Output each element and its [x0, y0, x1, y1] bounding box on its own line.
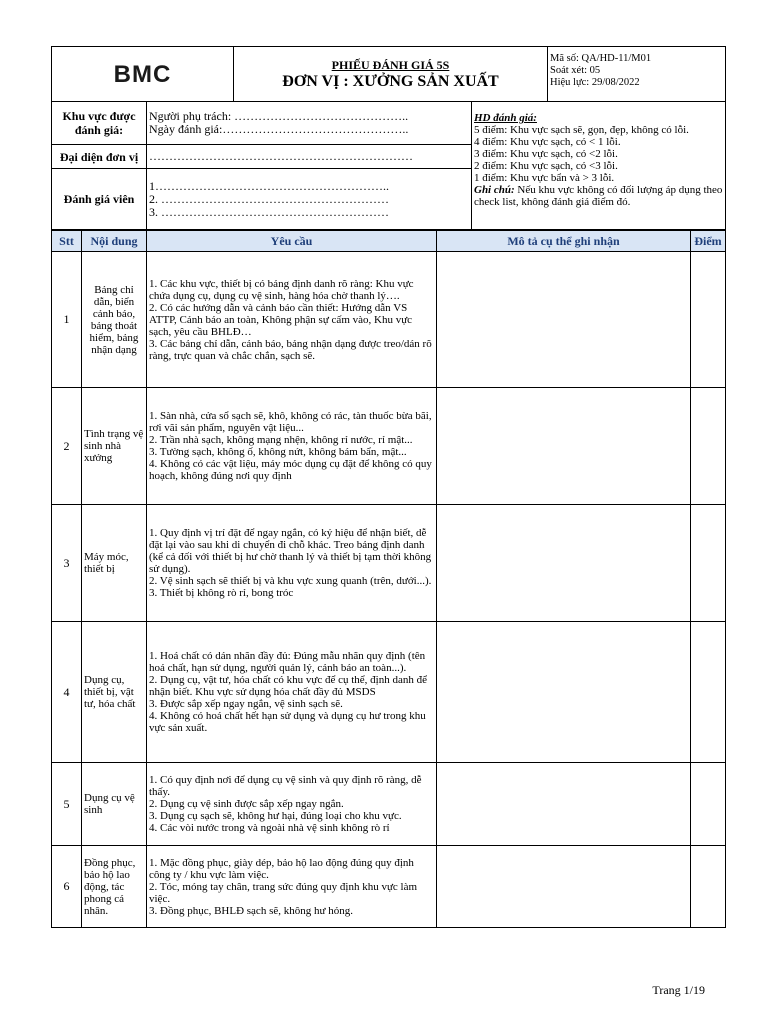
requirement-item: 1. Có quy định nơi để dụng cụ vệ sinh và quy định rõ ràng, dễ thấy. [149, 774, 422, 798]
row-topic: Máy móc, thiết bị [82, 505, 147, 622]
table-row [52, 388, 726, 505]
requirement-item: 1. Quy định vị trí đặt để ngay ngắn, có ký hiệu để nhận biết, dễ đặt lại vào sau khi di chuyển đi chỗ khác. Treo bảng định danh (kể cả đối với thiết bị hư chờ thanh lý và thiết bị tạm thời không sử dụng). [149, 527, 432, 575]
row-score-cell[interactable] [691, 622, 726, 763]
row-score-cell[interactable] [691, 388, 726, 505]
assessor-line-2[interactable]: 2. ………………………………………………… [149, 191, 389, 206]
note-text: Nếu khu vực không có đối lượng áp dụng theo check list, không đánh giá điểm đó. [474, 184, 723, 208]
row-topic: Bảng chỉ dẫn, biển cảnh báo, bảng thoát hiểm, bảng nhận dạng [82, 252, 147, 388]
row-requirements [147, 505, 437, 622]
requirement-item: 3. Tường sạch, không ố, không nứt, không bám bẩn, mật... [149, 446, 407, 458]
requirement-item: 3. Dụng cụ sạch sẽ, không hư hại, đúng loại cho khu vực. [149, 810, 402, 822]
requirement-item: 3. Các bảng chỉ dẫn, cảnh báo, bảng nhận dạng được treo/dán rõ ràng, trực quan và chắc chắn, sạch sẽ. [149, 337, 432, 362]
table-row [52, 763, 726, 846]
guide-line: 1 điểm: Khu vực bẩn và > 3 lỗi. [474, 172, 615, 184]
page-number: Trang 1/19 [652, 983, 705, 997]
requirement-item: 1. Mặc đồng phục, giày dép, bảo hộ lao động đúng quy định công ty / khu vực làm việc. [149, 856, 414, 881]
requirement-item: 3. Thiết bị không rò rỉ, bong tróc [149, 587, 294, 599]
row-description-cell[interactable] [437, 846, 691, 928]
area-label: Khu vực được đánh giá: [52, 102, 147, 145]
row-stt: 5 [52, 763, 82, 846]
requirement-item: 1. Các khu vực, thiết bị có bảng định danh rõ ràng: Khu vực chứa dụng cụ, dụng cụ vệ sinh, hàng hóa chờ thanh lý…. [149, 277, 414, 302]
row-score-cell[interactable] [691, 763, 726, 846]
table-header-row [52, 231, 726, 252]
row-score-cell[interactable] [691, 505, 726, 622]
assessment-info [51, 101, 726, 230]
area-fields[interactable] [147, 102, 472, 145]
form-header [51, 46, 726, 102]
doc-code: Mã số: QA/HD-11/M01 [550, 53, 652, 64]
requirement-item: 2. Dụng cụ vệ sinh được sắp xếp ngay ngắn. [149, 798, 344, 810]
row-topic: Đồng phục, bảo hộ lao động, tác phong cá nhân. [82, 846, 147, 928]
row-stt: 3 [52, 505, 82, 622]
logo-text: BMC [113, 60, 172, 88]
row-description-cell[interactable] [437, 252, 691, 388]
requirement-item: 2. Có các hướng dẫn và cảnh báo cần thiết: Hướng dẫn VS ATTP, Cảnh báo an toàn, Không phận sự cấm vào, Khu vực sạch, yêu cầu BHLĐ… [149, 301, 413, 338]
form-title-line2: ĐƠN VỊ : XƯỞNG SẢN XUẤT [282, 72, 499, 90]
row-description-cell[interactable] [437, 388, 691, 505]
row-requirements [147, 622, 437, 763]
guide-title: HD đánh giá: [474, 112, 537, 124]
rep-label: Đại diện đơn vị [52, 145, 147, 169]
scoring-guide [472, 102, 726, 230]
requirement-item: 3. Được sắp xếp ngay ngắn, vệ sinh sạch sẽ. [149, 698, 343, 710]
row-stt: 2 [52, 388, 82, 505]
document-meta [548, 47, 726, 102]
requirement-item: 4. Không có hoá chất hết hạn sử dụng và dụng cụ hư trong khu vực sản xuất. [149, 710, 426, 734]
assessor-line-3[interactable]: 3. ………………………………………………… [149, 204, 389, 219]
row-score-cell[interactable] [691, 252, 726, 388]
guide-line: 4 điểm: Khu vực sạch, có < 1 lỗi. [474, 136, 621, 148]
rep-field[interactable] [147, 145, 472, 169]
assessor-fields[interactable] [147, 169, 472, 230]
person-in-charge-field[interactable]: Người phụ trách: …………………………………….. [149, 109, 409, 123]
requirement-item: 4. Các vòi nước trong và ngoài nhà vệ sinh không rò rỉ [149, 822, 390, 834]
table-row [52, 252, 726, 388]
row-stt: 4 [52, 622, 82, 763]
guide-note [474, 184, 723, 208]
guide-line: 5 điểm: Khu vực sạch sẽ, gọn, đẹp, không có lỗi. [474, 124, 689, 136]
requirement-item: 1. Hoá chất có dán nhãn đầy đủ: Đúng mẫu nhãn quy định (tên hoá chất, hạn sử dụng, người quản lý, cảnh báo an toàn...). [149, 650, 426, 674]
col-header-requirements: Yêu cầu [147, 231, 437, 252]
checklist-table [51, 230, 726, 928]
requirement-item: 2. Tóc, móng tay chân, trang sức đúng quy định khu vực làm việc. [149, 880, 418, 905]
requirement-item: 2. Vệ sinh sạch sẽ thiết bị và khu vực xung quanh (trên, dưới...). [149, 575, 432, 587]
table-row [52, 846, 726, 928]
row-stt: 6 [52, 846, 82, 928]
row-description-cell[interactable] [437, 622, 691, 763]
row-requirements [147, 846, 437, 928]
table-row [52, 505, 726, 622]
assessor-line-1[interactable]: 1………………………………………………….. [149, 178, 389, 193]
assessment-date-field[interactable]: Ngày đánh giá:……………………………………….. [149, 122, 409, 136]
requirement-item: 1. Sàn nhà, cửa sổ sạch sẽ, khô, không có rác, tàn thuốc bừa bãi, rơi vãi sản phẩm, nguyên vật liệu... [149, 410, 432, 434]
row-description-cell[interactable] [437, 505, 691, 622]
row-topic: Dụng cụ vệ sinh [82, 763, 147, 846]
doc-effective-date: Hiệu lực: 29/08/2022 [550, 77, 640, 88]
row-score-cell[interactable] [691, 846, 726, 928]
requirement-item: 2. Trần nhà sạch, không mạng nhện, không rỉ nước, rỉ mật... [149, 434, 413, 446]
col-header-score: Điểm [691, 231, 726, 252]
row-requirements [147, 388, 437, 505]
guide-line: 2 điểm: Khu vực sạch, có <3 lỗi. [474, 160, 618, 172]
col-header-description: Mô tả cụ thể ghi nhận [437, 231, 691, 252]
row-stt: 1 [52, 252, 82, 388]
requirement-item: 3. Đồng phục, BHLĐ sạch sẽ, không hư hỏng. [149, 904, 353, 917]
col-header-content: Nội dung [82, 231, 147, 252]
requirement-item: 2. Dụng cụ, vật tư, hóa chất có khu vực để cụ thể, định danh để nhận biết. Khu vực sử dụng hóa chất đầy đủ MSDS [149, 674, 427, 698]
note-label: Ghi chú: [474, 184, 515, 196]
col-header-stt: Stt [52, 231, 82, 252]
row-topic: Dụng cụ, thiết bị, vật tư, hóa chất [82, 622, 147, 763]
assessor-label: Đánh giá viên [52, 169, 147, 230]
row-topic: Tình trạng vệ sinh nhà xưởng [82, 388, 147, 505]
rep-line[interactable]: ………………………………………………………… [149, 149, 413, 163]
table-row [52, 622, 726, 763]
form-title-line1: PHIẾU ĐÁNH GIÁ 5S [331, 57, 450, 72]
requirement-item: 4. Không có các vật liệu, máy móc dụng cụ đặt để không có quy hoạch, không đúng nơi quy định [149, 458, 432, 482]
row-requirements [147, 763, 437, 846]
doc-revision: Soát xét: 05 [550, 65, 601, 76]
form-title [234, 47, 548, 102]
row-requirements [147, 252, 437, 388]
guide-line: 3 điểm: Khu vực sạch, có <2 lỗi. [474, 148, 618, 160]
row-description-cell[interactable] [437, 763, 691, 846]
company-logo [52, 47, 234, 102]
